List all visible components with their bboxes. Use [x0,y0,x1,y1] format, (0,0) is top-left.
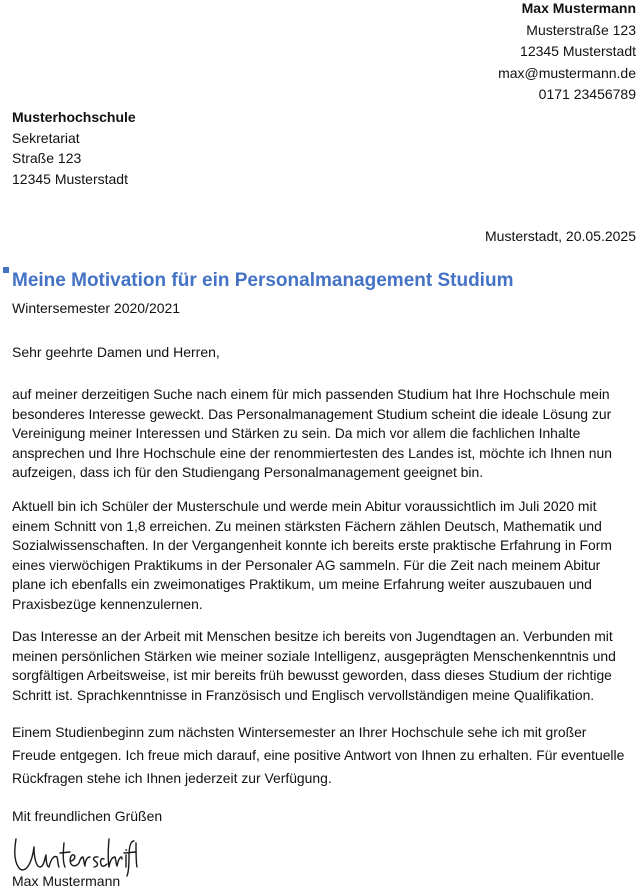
letter-date: Musterstadt, 20.05.2025 [485,228,636,244]
body-paragraph: Das Interesse an der Arbeit mit Menschen besitze ich bereits von Jugendtagen an. Verbunden mit meinen persönlichen Stärken wie meiner soziale Intelligenz, ausgeprägten Menschenkenntnis und sorgfältigen Arbeitsweise, ist mir bereits früh bewusst geworden, dass dieses Studium der richtige Schritt ist. Sprachkenntnisse in Französisch und Englisch vervollständigen meine Qualifikation. [12,628,616,703]
closing-phrase: Mit freundlichen Grüßen [12,808,163,824]
signer-name: Max Mustermann [12,873,121,889]
recipient-city: 12345 Musterstadt [12,170,128,187]
letter-subject: Meine Motivation für ein Personalmanagement Studium [12,270,514,291]
recipient-street: Straße 123 [12,150,82,166]
sender-phone: 0171 23456789 [538,86,636,102]
sender-street: Musterstraße 123 [526,21,636,38]
sender-address-block [498,0,636,106]
recipient-department: Sekretariat [12,129,80,146]
body-paragraph: Einem Studienbeginn zum nächsten Wintersemester an Ihrer Hochschule sehe ich mit großer Freude entgegen. Ich freue mich darauf, eine positive Antwort von Ihnen zu erhalten. Für eventuelle Rückfragen stehe ich Ihnen jederzeit zur Verfügung. [12,724,625,786]
sender-email: max@mustermann.de [498,64,636,81]
heading-marker-icon [3,267,9,273]
body-paragraph: auf meiner derzeitigen Suche nach einem für mich passenden Studium hat Ihre Hochschule mein besonderes Interesse geweckt. Das Personalmanagement Studium scheint die ideale Lösung zur Vereinigung meiner Interessen und Stärken zu sein. Da mich vor allem die fachlichen Inhalte ansprechen und Ihre Hochschule eine der renommiertesten des Landes ist, möchte ich Ihnen nun aufzeigen, dass ich für den Studiengang Personalmanagement geeignet bin. [12,386,612,480]
sender-name: Max Mustermann [521,0,636,16]
sender-city: 12345 Musterstadt [520,43,636,59]
salutation: Sehr geehrte Damen und Herren, [12,344,220,360]
recipient-organization: Musterhochschule [12,109,136,125]
recipient-address-block [12,107,136,189]
body-paragraph: Aktuell bin ich Schüler der Musterschule und werde mein Abitur voraussichtlich im Juli 2020 mit einem Schnitt von 1,8 erreichen. Zu meinen stärksten Fächern zählen Deutsch, Mathematik und Sozialwissenschaften. In der Vergangenheit konnte ich bereits erste praktische Erfahrung in Form eines vierwöchigen Praktikums in der Personaler AG sammeln. Für die Zeit nach meinem Abitur plane ich ebenfalls ein zweimonatiges Praktikum, um meine Erfahrung weiter auszubauen und Praxisbezüge kennenzulernen. [12,498,612,612]
semester-line: Wintersemester 2020/2021 [12,300,181,316]
